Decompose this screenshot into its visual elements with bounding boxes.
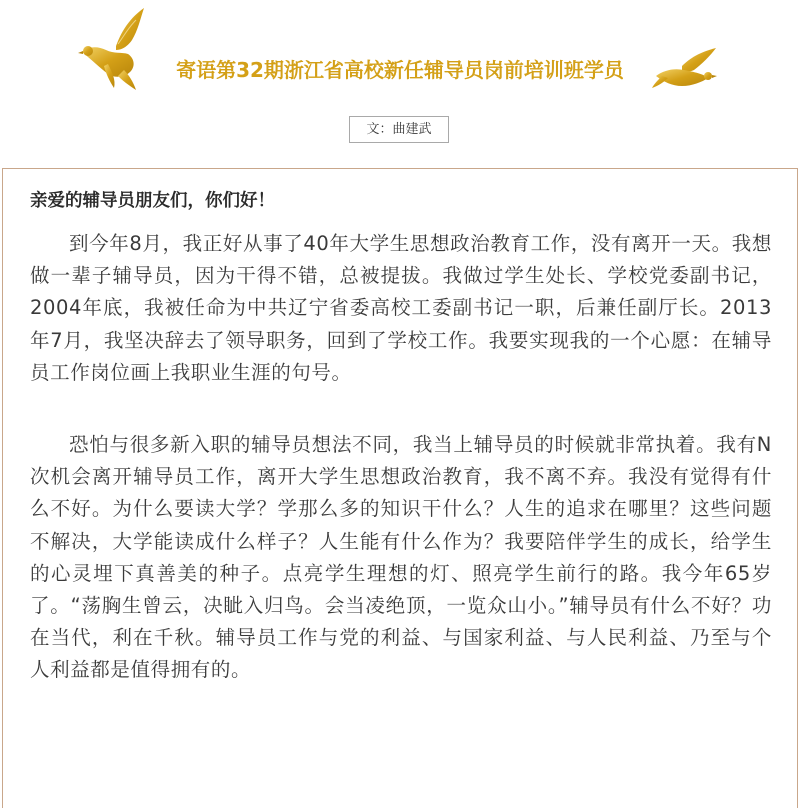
author-label: 文：曲建武 [349, 116, 449, 143]
letter-greeting: 亲爱的辅导员朋友们，你们好！ [30, 191, 275, 211]
page-title: 寄语第32期浙江省高校新任辅导员岗前培训班学员 [176, 58, 624, 82]
header [0, 0, 800, 137]
letter-paragraph: 恐怕与很多新入职的辅导员想法不同，我当上辅导员的时候就非常执着。我有N次机会离开辅导员工作，离开大学生思想政治教育，我不离不弃。我没有觉得有什么不好。为什么要读大学？学那么多的知识干什么？人生的追求在哪里？这些问题不解决，大学能读成什么样子？人生能有什么作为？我要陪伴学生的成长，给学生的心灵埋下真善美的种子。点亮学生理想的灯、照亮学生前行的路。我今年65岁了。“荡胸生曾云，决眦入归鸟。会当凌绝顶，一览众山小。”辅导员有什么不好？功在当代，利在千秋。辅导员工作与党的利益、与国家利益、与人民利益、乃至与个人利益都是值得拥有的。 [30, 433, 772, 682]
letter-paragraph: 到今年8月，我正好从事了40年大学生思想政治教育工作，没有离开一天。我想做一辈子辅导员，因为干得不错，总被提拔。我做过学生处长、学校党委副书记，2004年底，我被任命为中共辽宁省委高校工委副书记一职，后兼任副厅长。2013年7月，我坚决辞去了领导职务，回到了学校工作。我要实现我的一个心愿：在辅导员工作岗位画上我职业生涯的句号。 [30, 232, 772, 384]
dove-icon [652, 46, 718, 90]
